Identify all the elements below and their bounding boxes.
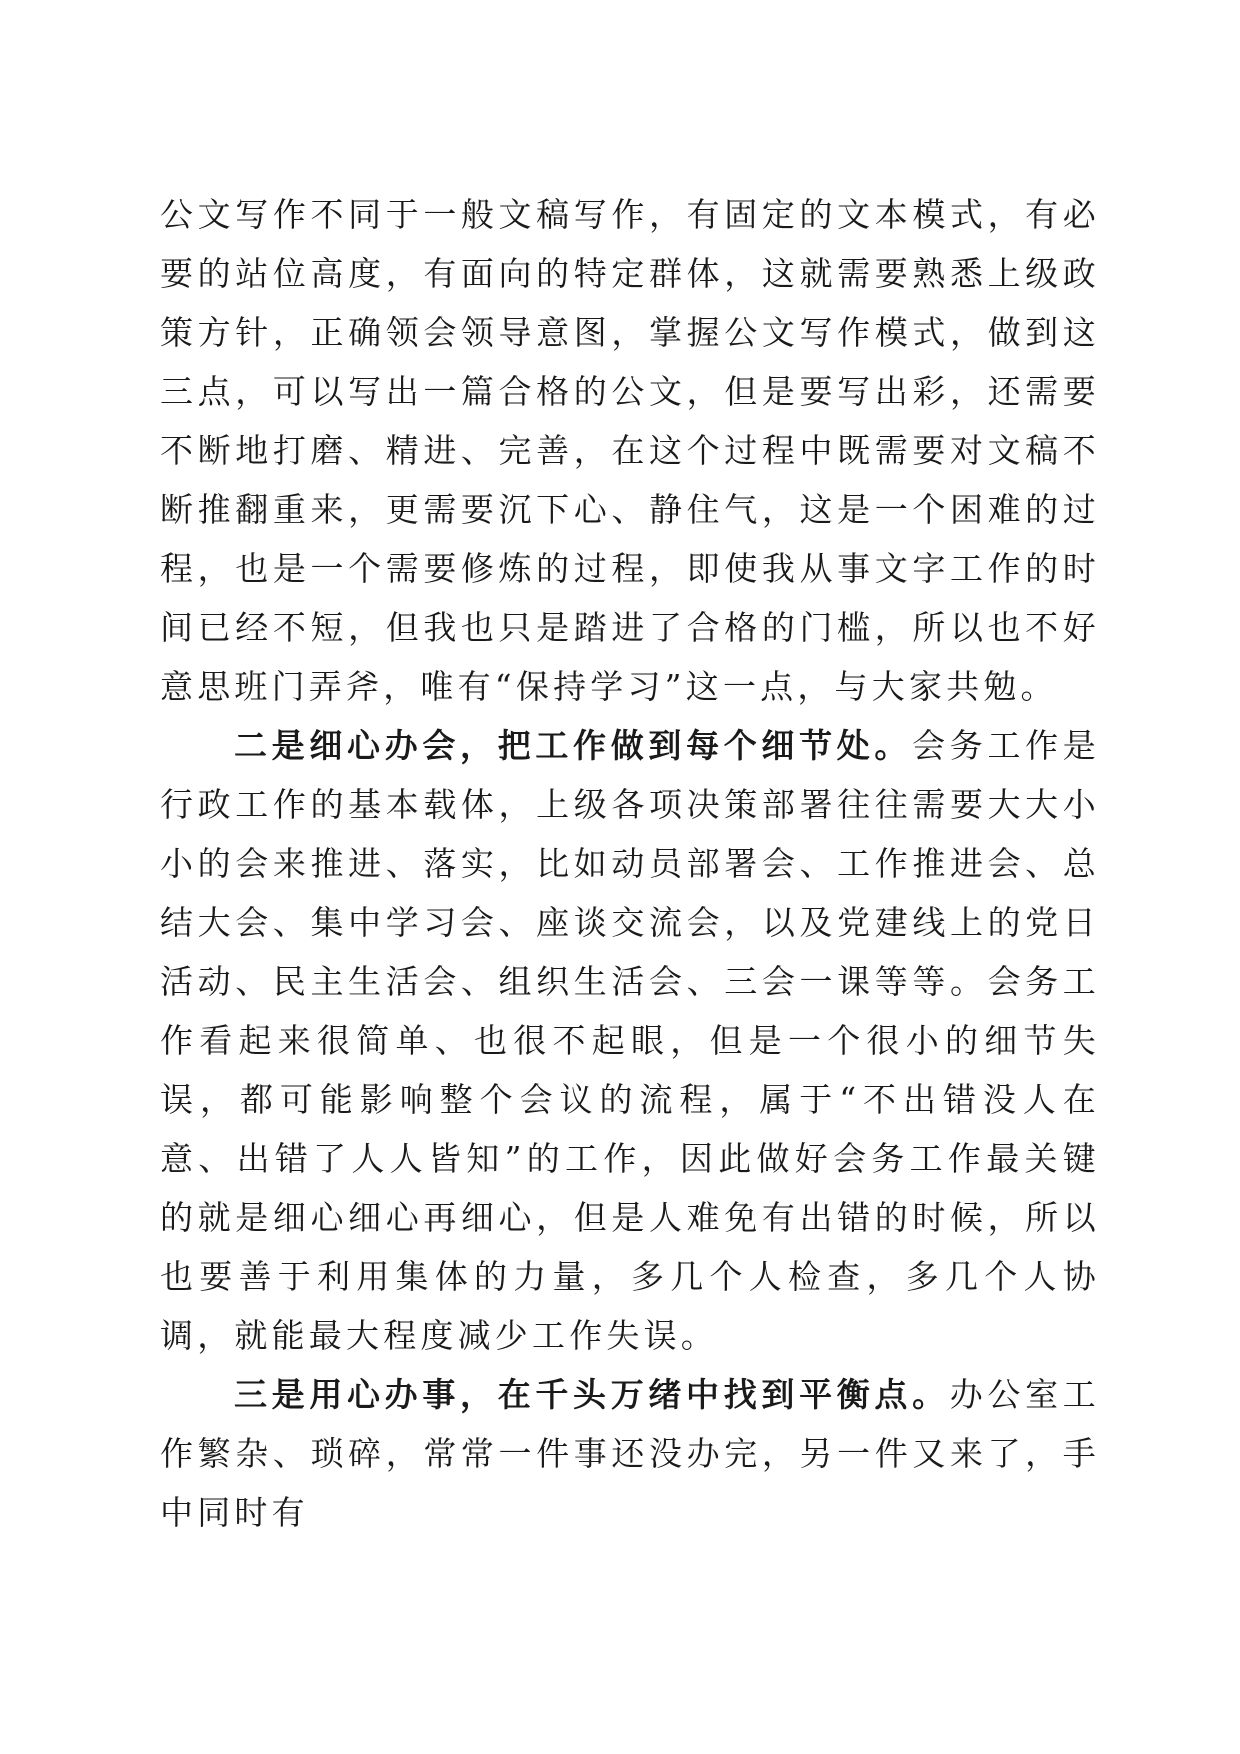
paragraph-1-text: 公文写作不同于一般文稿写作，有固定的文本模式，有必要的站位高度，有面向的特定群体，这就需要熟悉上级政策方针，正确领会领导意图，掌握公文写作模式，做到这三点，可以写出一篇合格的公文，但是要写出彩，还需要不断地打磨、精进、完善，在这个过程中既需要对文稿不断推翻重来，更需要沉下心、静住气，这是一个困难的过程，也是一个需要修炼的过程，即使我从事文字工作的时间已经不短，但我也只是踏进了合格的门槛，所以也不好意思班门弄斧，唯有“保持学习”这一点，与大家共勉。 (160, 195, 1100, 706)
paragraph-3-heading: 三是用心办事，在千头万绪中找到平衡点。 (234, 1375, 950, 1414)
paragraph-2 (160, 716, 1100, 1365)
paragraph-2-heading: 二是细心办会，把工作做到每个细节处。 (234, 726, 913, 765)
paragraph-3 (160, 1365, 1100, 1542)
paragraph-2-text: 会务工作是行政工作的基本载体，上级各项决策部署往往需要大大小小的会来推进、落实，比如动员部署会、工作推进会、总结大会、集中学习会、座谈交流会，以及党建线上的党日活动、民主生活会、组织生活会、三会一课等等。会务工作看起来很简单、也很不起眼，但是一个很小的细节失误，都可能影响整个会议的流程，属于“不出错没人在意、出错了人人皆知”的工作，因此做好会务工作最关键的就是细心细心再细心，但是人难免有出错的时候，所以也要善于利用集体的力量，多几个人检查，多几个人协调，就能最大程度减少工作失误。 (160, 726, 1100, 1355)
body-text (160, 185, 1100, 1542)
paragraph-1 (160, 185, 1100, 716)
paragraph-3-text: 办公室工作繁杂、琐碎，常常一件事还没办完，另一件又来了，手中同时有 (160, 1375, 1100, 1532)
